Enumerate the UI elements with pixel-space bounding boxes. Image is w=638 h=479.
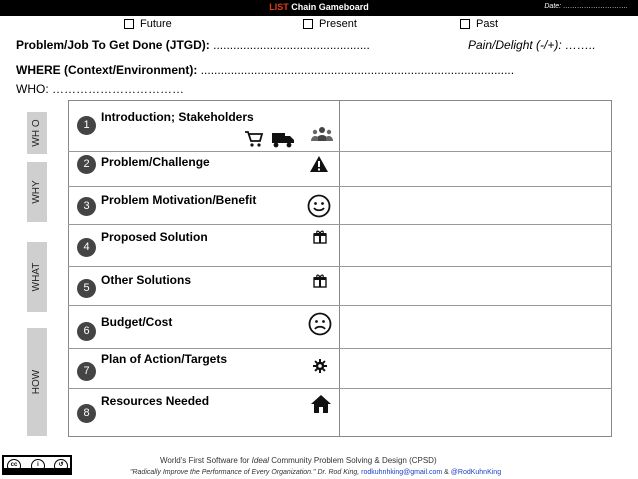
row-number-1: 1 [77,116,96,135]
footer-amp: & [444,469,449,476]
row-divider [68,186,612,187]
date-field[interactable]: Date: ………………………. [544,3,628,10]
smiley-icon [307,194,331,223]
gift-icon [313,230,327,249]
title-bar [0,0,638,16]
section-what-label: WHAT [31,262,42,292]
section-why [27,162,47,222]
footer-tagline-pre: World's First Software for [160,456,250,465]
row-label-problem: Problem/Challenge [101,155,210,169]
section-what [27,242,47,312]
row-divider [68,151,612,152]
row-number-5: 5 [77,279,96,298]
attribution-icon: i [31,459,45,473]
timeframe-future-label: Future [140,18,172,30]
timeframe-past-label: Past [476,18,499,30]
where-dots[interactable]: .............................................................................................. [200,63,515,77]
section-who [27,112,47,154]
footer-credit [130,469,501,476]
footer-tagline-post: Community Problem Solving & Design (CPSD) [271,456,437,465]
pain-delight-field[interactable]: Pain/Delight (-/+): …….. [468,38,596,52]
timeframe-present[interactable] [303,18,357,30]
footer-quote: "Radically Improve the Performance of Every Organization." Dr. Rod King, [130,469,360,476]
footer-handle-link[interactable]: @RodKuhnKing [450,469,502,476]
row-number-3: 3 [77,197,96,216]
gift-icon [313,274,327,293]
jtgd-field[interactable] [16,38,370,52]
where-label: WHERE (Context/Environment): [16,63,198,77]
checkbox-icon[interactable] [124,19,134,29]
row-number-6: 6 [77,322,96,341]
home-icon [310,394,332,419]
section-how [27,328,47,436]
creative-commons-badge[interactable] [2,455,72,475]
truck-icon [271,131,295,154]
row-divider [68,388,612,389]
cc-icon: cc [7,459,21,473]
section-who-label: WH O [31,119,42,147]
section-how-label: HOW [31,369,42,395]
row-label-other-solutions: Other Solutions [101,273,191,287]
gameboard-title [0,2,638,12]
row-divider [68,266,612,267]
jtgd-label: Problem/Job To Get Done (JTGD): [16,38,210,52]
gear-icon [313,359,327,378]
row-number-7: 7 [77,362,96,381]
checkbox-icon[interactable] [460,19,470,29]
row-divider [68,305,612,306]
row-number-2: 2 [77,155,96,174]
row-number-4: 4 [77,238,96,257]
row-divider [68,224,612,225]
title-rest: Chain Gameboard [291,2,369,12]
footer-tagline [160,456,437,465]
row-label-budget: Budget/Cost [101,315,173,329]
checkbox-icon[interactable] [303,19,313,29]
timeframe-past[interactable] [460,18,498,30]
sad-face-icon [308,312,332,341]
share-alike-icon: ↺ [54,459,68,473]
timeframe-future[interactable] [124,18,172,30]
footer-email-link[interactable]: rodkuhnhking@gmail.com [361,469,443,476]
where-field[interactable] [16,63,514,77]
row-label-motivation: Problem Motivation/Benefit [101,193,257,207]
row-label-plan: Plan of Action/Targets [101,352,228,366]
license-bar [4,468,70,473]
jtgd-dots[interactable]: ............................................... [213,38,370,52]
people-icon [311,126,333,147]
title-list-word: LIST [269,2,289,12]
shopping-cart-icon [244,130,264,153]
warning-icon [309,155,329,178]
section-why-label: WHY [31,180,42,204]
row-divider [68,348,612,349]
row-label-resources: Resources Needed [101,394,210,408]
row-label-stakeholders: Introduction; Stakeholders [101,110,254,124]
row-number-8: 8 [77,404,96,423]
who-field[interactable]: WHO: …………………………… [16,82,184,96]
row-label-proposed-solution: Proposed Solution [101,230,208,244]
footer-tagline-ideal: Ideal [251,456,269,465]
timeframe-present-label: Present [319,18,357,30]
